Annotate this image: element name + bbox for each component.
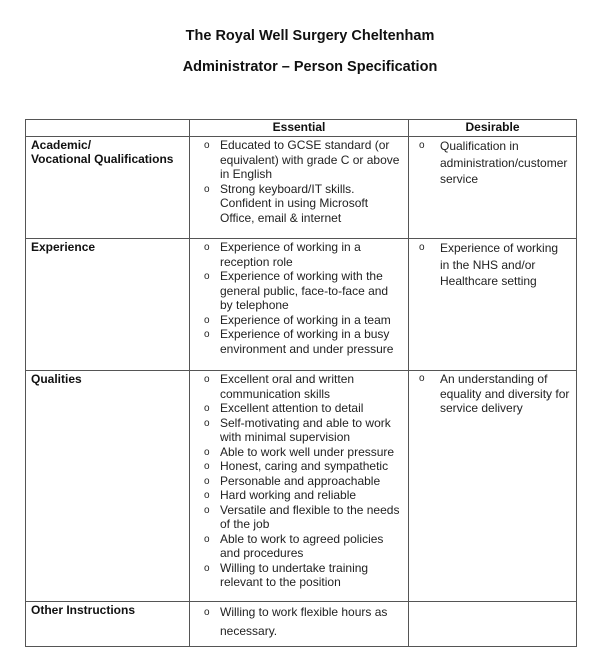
- header-desirable: Desirable: [409, 120, 577, 137]
- header-category: [26, 120, 190, 137]
- document-subtitle: Administrator – Person Specification: [182, 59, 438, 75]
- list-item: [190, 445, 408, 460]
- list-item: [190, 372, 408, 401]
- desirable-cell: [409, 371, 577, 602]
- bullet-icon: o: [419, 242, 425, 253]
- list-item-text: Excellent oral and written communication skills: [220, 372, 355, 401]
- list-item-text: Experience of working in a team: [220, 312, 391, 327]
- list-item: [190, 416, 408, 445]
- bullet-icon: o: [204, 403, 210, 414]
- row-label-line: Experience: [31, 240, 96, 254]
- table-header-row: [26, 120, 577, 137]
- bullet-icon: o: [204, 271, 210, 282]
- essential-cell: [190, 371, 409, 602]
- bullet-icon: o: [204, 417, 210, 429]
- document-title: The Royal Well Surgery Cheltenham: [185, 28, 435, 44]
- desirable-cell: [409, 239, 577, 371]
- list-item: [190, 182, 408, 226]
- essential-list: [190, 371, 408, 590]
- list-item-text: Personable and approachable: [220, 473, 381, 488]
- list-item-text: Honest, caring and sympathetic: [220, 459, 389, 473]
- list-item: [190, 474, 408, 489]
- list-item-text: Experience of working in a busy environment and under pressure: [220, 327, 394, 356]
- row-label-line: Qualities: [31, 372, 82, 386]
- list-item-text: Experience of working in the NHS and/or Healthcare setting: [440, 241, 559, 288]
- list-item: [190, 401, 408, 416]
- desirable-list: [409, 137, 576, 188]
- list-item: [190, 532, 408, 561]
- list-item-text: Qualification in administration/customer service: [440, 139, 568, 186]
- list-item: [190, 327, 408, 356]
- list-item-text: An understanding of equality and diversity for service delivery: [440, 372, 570, 415]
- list-item: [190, 313, 408, 328]
- list-item: [409, 372, 576, 416]
- list-item: [190, 488, 408, 503]
- bullet-icon: o: [419, 373, 425, 384]
- row-label: [26, 371, 190, 602]
- list-item-text: Willing to work flexible hours as necessary.: [220, 605, 388, 638]
- list-item: [409, 240, 576, 290]
- list-item-text: Experience of working in a reception role: [220, 240, 361, 269]
- list-item: [190, 603, 408, 641]
- essential-cell: [190, 239, 409, 371]
- bullet-icon: o: [204, 329, 210, 340]
- list-item-text: Excellent attention to detail: [220, 401, 364, 415]
- list-item-text: Able to work to agreed policies and procedures: [220, 531, 384, 560]
- table-row-qualities: [26, 371, 577, 602]
- row-label-line: Vocational Qualifications: [31, 152, 174, 166]
- list-item-text: Willing to undertake training relevant to the position: [220, 560, 369, 589]
- table-row-experience: [26, 239, 577, 371]
- list-item: [190, 138, 408, 182]
- table-row-academic: [26, 137, 577, 239]
- row-label-line: Other Instructions: [31, 603, 136, 617]
- list-item-text: Experience of working with the general public, face-to-face and by telephone: [220, 269, 389, 312]
- row-label: [26, 602, 190, 647]
- bullet-icon: o: [204, 461, 210, 472]
- list-item: [190, 503, 408, 532]
- bullet-icon: o: [204, 140, 210, 151]
- essential-list: [190, 239, 408, 356]
- essential-list: [190, 602, 408, 641]
- bullet-icon: o: [204, 374, 210, 385]
- essential-list: [190, 137, 408, 225]
- row-label: [26, 137, 190, 239]
- list-item-text: Educated to GCSE standard (or equivalent) with grade C or above in English: [220, 138, 400, 181]
- row-label-line: Academic/: [31, 138, 92, 152]
- list-item-text: Versatile and flexible to the needs of the job: [220, 502, 400, 531]
- list-item-text: Strong keyboard/IT skills. Confident in using Microsoft Office, email & internet: [220, 181, 369, 225]
- table-row-other-instructions: [26, 602, 577, 647]
- bullet-icon: o: [204, 314, 210, 326]
- person-specification-table: [25, 119, 577, 647]
- bullet-icon: o: [204, 446, 210, 458]
- list-item-text: Self-motivating and able to work with minimal supervision: [220, 415, 391, 444]
- essential-cell: [190, 137, 409, 239]
- header-essential: Essential: [190, 120, 409, 137]
- list-item: [190, 240, 408, 269]
- desirable-list: [409, 371, 576, 416]
- bullet-icon: o: [204, 607, 210, 618]
- list-item: [190, 459, 408, 474]
- row-label: [26, 239, 190, 371]
- bullet-icon: o: [419, 140, 425, 151]
- bullet-icon: o: [204, 242, 210, 253]
- desirable-cell: [409, 602, 577, 647]
- list-item: [409, 138, 576, 188]
- essential-cell: [190, 602, 409, 647]
- desirable-cell: [409, 137, 577, 239]
- bullet-icon: o: [204, 475, 210, 487]
- bullet-icon: o: [204, 533, 210, 545]
- bullet-icon: o: [204, 183, 210, 195]
- bullet-icon: o: [204, 562, 210, 574]
- bullet-icon: o: [204, 504, 210, 516]
- list-item: [190, 561, 408, 590]
- list-item-text: Able to work well under pressure: [220, 444, 395, 459]
- bullet-icon: o: [204, 490, 210, 501]
- list-item: [190, 269, 408, 313]
- desirable-list: [409, 239, 576, 290]
- list-item-text: Hard working and reliable: [220, 488, 357, 502]
